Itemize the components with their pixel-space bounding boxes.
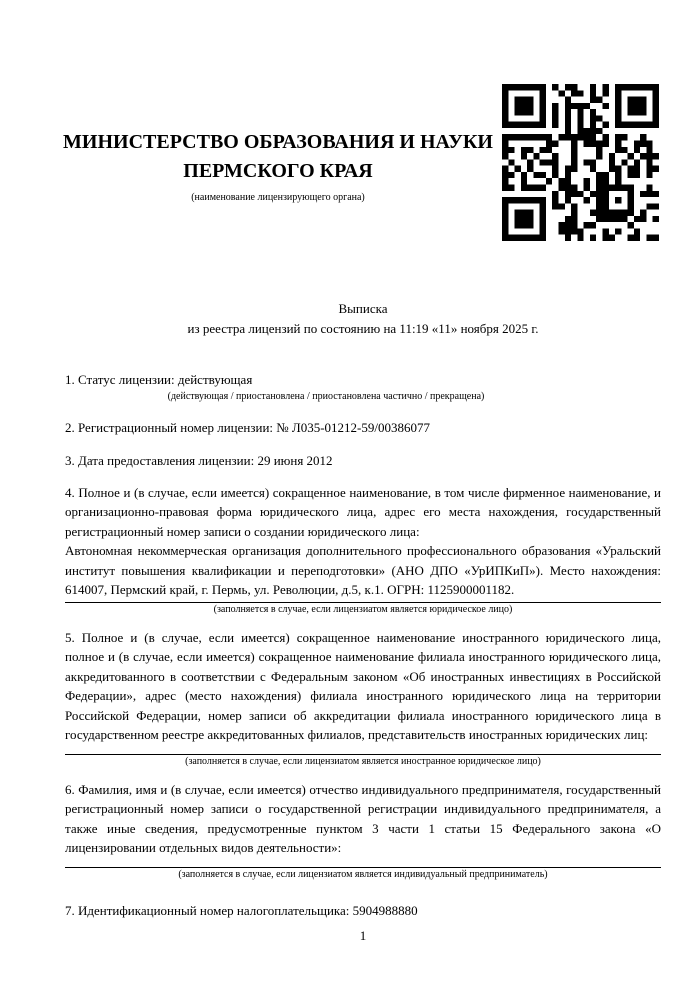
item-6-entrepreneur-label: 6. Фамилия, имя и (в случае, если имеется) отчество индивидуального предпринимателя, государственный регистрационный номер записи о государственной регистрации индивидуального предпринимателя, а также иные сведения, предусмотренные пунктом 3 части 1 статьи 15 Федерального закона «О лицензировании отдельных видов деятельности»: [65,781,661,855]
item-1-status-options-caption: (действующая / приостановлена / приостановлена частично / прекращена) [167,390,485,402]
page-number: 1 [359,928,367,943]
item-6-caption: (заполняется в случае, если лицензиатом является индивидуальный предприниматель) [178,868,548,880]
item-4-caption: (заполняется в случае, если лицензиатом является юридическое лицо) [213,603,513,615]
item-2-registration-number: 2. Регистрационный номер лицензии: № Л035-01212-59/00386077 [65,419,431,435]
item-4-legal-entity-value: Автономная некоммерческая организация дополнительного профессионального образования «Уральский институт повышения квалификации и переподготовки» (АНО ДПО «УрИПКиП»). Место нахождения: 614007, Пермский край, г. Пермь, ул. Революции, д.5, к.1. ОГРН: 1125900001182. [65,541,661,603]
document-body [65,299,661,920]
licensing-authority-header [58,128,498,204]
item-4-legal-entity-label: 4. Полное и (в случае, если имеется) сокращенное наименование, в том числе фирменное наименование, и организационно-правовая форма юридического лица, адрес его места нахождения, государственный регистрационный номер записи о создании юридического лица: [65,484,661,539]
ministry-name-caption: (наименование лицензирующего органа) [191,192,365,203]
ministry-name-line2: ПЕРМСКОГО КРАЯ [183,160,373,182]
item-7-taxpayer-id: 7. Идентификационный номер налогоплательщика: 5904988880 [65,902,418,918]
qr-code [502,84,659,241]
document-title-line2: из реестра лицензий по состоянию на 11:19 «11» ноября 2025 г. [187,320,539,336]
ministry-name-line1: МИНИСТЕРСТВО ОБРАЗОВАНИЯ И НАУКИ [63,131,493,153]
document-title [65,299,661,338]
item-3-grant-date: 3. Дата предоставления лицензии: 29 июня 2012 [65,453,333,468]
item-1-license-status: 1. Статус лицензии: действующая [65,372,253,387]
item-5-foreign-entity-label: 5. Полное и (в случае, если имеется) сокращенное наименование иностранного юридического лица, полное и (в случае, если имеется) сокращенное наименование филиала иностранного юридического лица, аккредитованного в соответствии с Федеральным законом «Об иностранных инвестициях в Российской Федерации», адрес (место нахождения) филиала иностранного юридического лица на территории Российской Федерации, номер записи об аккредитации филиала иностранного юридического лица в государственном реестре аккредитованных филиалов, представительств иностранных юридических лиц: [65,629,661,742]
item-5-caption: (заполняется в случае, если лицензиатом является иностранное юридическое лицо) [185,755,541,767]
document-title-line1: Выписка [338,301,388,316]
